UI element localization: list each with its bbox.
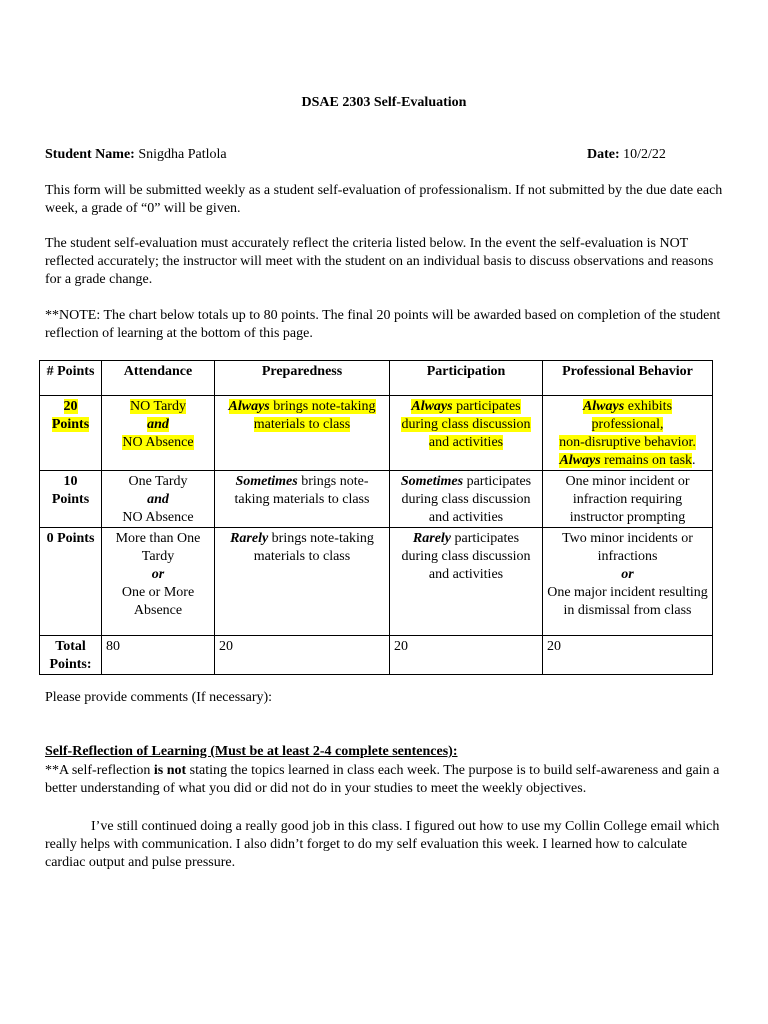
intro-paragraph-2: The student self-evaluation must accurately reflect the criteria listed below. In the event the self-evaluation is NOT reflected accurately; the instructor will meet with the student on an individual basis to discuss observations and reasons for a grade change.	[45, 236, 714, 287]
attendance-conjunction: or	[151, 567, 165, 582]
attendance-cell	[102, 396, 215, 471]
reflection-note-text: **A self-reflection	[45, 763, 154, 778]
total-preparedness: 20	[215, 636, 390, 675]
preparedness-cell	[215, 528, 390, 636]
emphasis-word: Rarely	[230, 531, 269, 546]
behavior-period: .	[692, 453, 696, 468]
emphasis-word: Rarely	[412, 531, 452, 546]
emphasis-word: Always	[411, 399, 453, 414]
reflection-body: I’ve still continued doing a really good job in this class. I figured out how to use my Collin College email which really helps with communication. I also didn’t forget to do my self evaluation this week. I learned how to calculate cardiac output and pulse pressure.	[45, 819, 720, 870]
attendance-cell	[102, 528, 215, 636]
emphasis-word: Always	[559, 453, 601, 468]
behavior-cell: One minor incident or infraction requiring instructor prompting	[543, 471, 713, 528]
preparedness-text: brings note-taking materials to class	[253, 399, 376, 432]
preparedness-cell	[215, 396, 390, 471]
attendance-conjunction: and	[147, 492, 169, 507]
page-title: DSAE 2303 Self-Evaluation	[301, 95, 467, 110]
participation-cell	[390, 471, 543, 528]
participation-text: participates during class discussion and activities	[401, 399, 531, 450]
header-professional-behavior: Professional Behavior	[543, 361, 713, 396]
reflection-note-bold: is not	[153, 763, 187, 778]
attendance-conjunction: and	[147, 417, 169, 432]
attendance-text: NO Absence	[122, 435, 194, 450]
intro-paragraph-1: This form will be submitted weekly as a student self-evaluation of professionalism. If not submitted by the due date each week, a grade of “0” will be given.	[45, 183, 723, 216]
attendance-text: NO Tardy	[130, 399, 186, 414]
date-field	[587, 146, 666, 164]
student-name-label: Student Name:	[45, 147, 135, 162]
behavior-text: non-disruptive behavior.	[559, 435, 696, 450]
date-value: 10/2/22	[623, 147, 666, 162]
table-row	[40, 471, 713, 528]
behavior-text: One major incident resulting in dismissal from class	[547, 585, 708, 618]
points-0: 0 Points	[40, 528, 102, 636]
points-10: 10 Points	[40, 471, 102, 528]
emphasis-word: Sometimes	[400, 474, 464, 489]
participation-cell	[390, 396, 543, 471]
total-label: Total Points:	[40, 636, 102, 675]
attendance-text: More than One Tardy	[115, 531, 201, 564]
reflection-heading: Self-Reflection of Learning (Must be at least 2-4 complete sentences):	[45, 744, 458, 759]
behavior-text: exhibits professional,	[591, 399, 673, 432]
attendance-text: NO Absence	[122, 510, 194, 525]
points-20: 20 Points	[51, 399, 90, 432]
table-row	[40, 528, 713, 636]
reflection-note	[45, 762, 725, 798]
student-name-value: Snigdha Patlola	[138, 147, 227, 162]
emphasis-word: Sometimes	[235, 474, 298, 489]
participation-text: participates during class discussion and activities	[401, 474, 532, 525]
header-participation: Participation	[390, 361, 543, 396]
attendance-cell	[102, 471, 215, 528]
total-behavior: 20	[543, 636, 713, 675]
behavior-cell	[543, 528, 713, 636]
total-participation: 20	[390, 636, 543, 675]
header-preparedness: Preparedness	[215, 361, 390, 396]
comments-label: Please provide comments (If necessary):	[45, 690, 273, 705]
header-attendance: Attendance	[102, 361, 215, 396]
date-label: Date:	[587, 147, 620, 162]
behavior-text: Two minor incidents or infractions	[562, 531, 693, 564]
student-info-row	[45, 146, 725, 164]
table-row	[40, 396, 713, 471]
behavior-conjunction: or	[621, 567, 634, 582]
table-header-row	[40, 361, 713, 396]
preparedness-cell	[215, 471, 390, 528]
preparedness-text: brings note-taking materials to class	[253, 531, 374, 564]
reflection-note-text: stating the topics learned in class each week. The purpose is to build self-awareness and gain a better understanding of what you did or did not do in your studies to meet the weekly objectives.	[45, 763, 720, 796]
attendance-text: One Tardy	[128, 474, 188, 489]
total-row	[40, 636, 713, 675]
header-points: # Points	[40, 361, 102, 396]
participation-text: participates during class discussion and activities	[401, 531, 531, 582]
points-cell	[40, 396, 102, 471]
attendance-text: One or More Absence	[121, 585, 195, 618]
note-paragraph: **NOTE: The chart below totals up to 80 points. The final 20 points will be awarded based on completion of the student reflection of learning at the bottom of this page.	[45, 308, 721, 341]
emphasis-word: Always	[228, 399, 270, 414]
preparedness-text: brings note-taking materials to class	[234, 474, 370, 507]
behavior-text: remains on task	[600, 453, 693, 468]
participation-cell	[390, 528, 543, 636]
behavior-cell	[543, 396, 713, 471]
rubric-table	[39, 360, 713, 675]
total-attendance: 80	[102, 636, 215, 675]
emphasis-word: Always	[582, 399, 625, 414]
